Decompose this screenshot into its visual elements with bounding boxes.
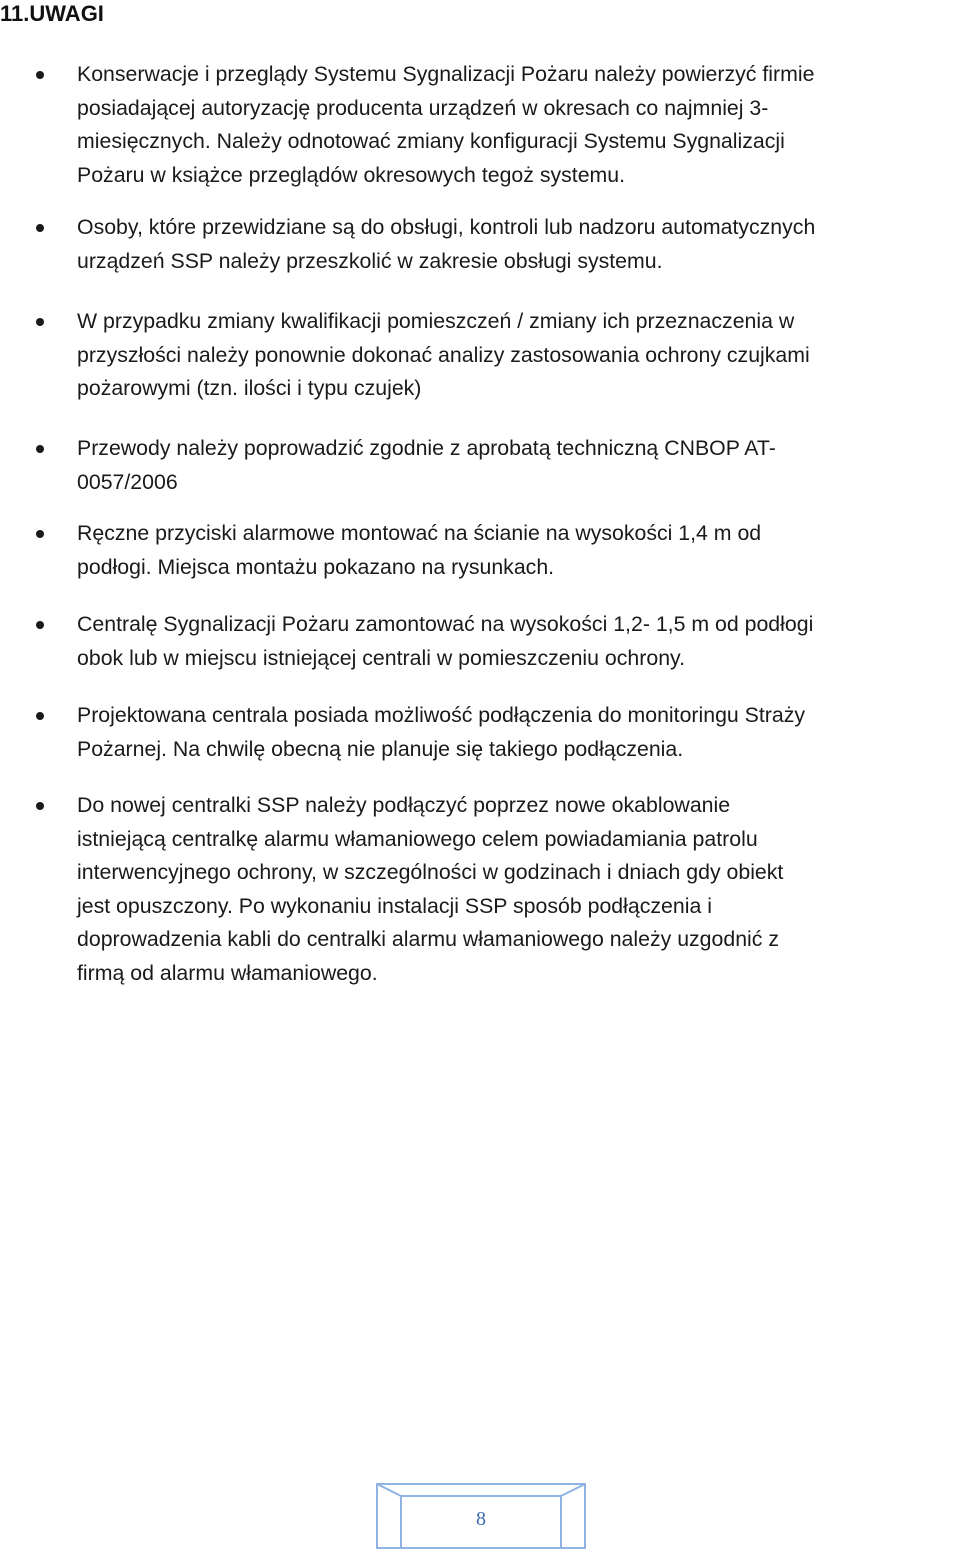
list-item-text [77, 432, 776, 499]
list-item-text [77, 58, 814, 192]
text-line: firmą od alarmu włamaniowego. [77, 960, 378, 985]
text-line: Pożaru w książce przeglądów okresowych tegoż systemu. [77, 162, 626, 187]
text-line: obok lub w miejscu istniejącej centrali w pomieszczeniu ochrony. [77, 645, 686, 670]
text-line: miesięcznych. Należy odnotować zmiany konfiguracji Systemu Sygnalizacji [77, 129, 785, 153]
list-item [0, 699, 960, 766]
text-line: Przewody należy poprowadzić zgodnie z aprobatą techniczną CNBOP AT- [77, 436, 776, 460]
list-item [0, 432, 960, 499]
list-item [0, 608, 960, 675]
list-item [0, 211, 960, 278]
text-line: istniejącą centralkę alarmu włamaniowego celem powiadamiania patrolu [77, 826, 758, 851]
list-item [0, 58, 960, 192]
list-item [0, 305, 960, 406]
text-line: Ręczne przyciski alarmowe montować na ścianie na wysokości 1,4 m od [77, 521, 762, 545]
text-line: podłogi. Miejsca montażu pokazano na rysunkach. [77, 554, 555, 579]
bullet-icon [36, 445, 44, 453]
section-heading: 11.UWAGI [0, 1, 104, 26]
text-line: urządzeń SSP należy przeszkolić w zakresie obsługi systemu. [77, 248, 663, 273]
page-number-box [375, 1482, 587, 1550]
list-item-text [77, 699, 805, 766]
bullet-icon [36, 224, 44, 232]
text-line: jest opuszczony. Po wykonaniu instalacji SSP sposób podłączenia i [77, 893, 712, 918]
bullet-icon [36, 318, 44, 326]
list-item-text [77, 789, 783, 990]
bullet-icon [36, 530, 44, 538]
list-item-text [77, 211, 815, 278]
text-line: pożarowymi (tzn. ilości i typu czujek) [77, 376, 422, 400]
text-line: Centralę Sygnalizacji Pożaru zamontować na wysokości 1,2- 1,5 m od podłogi [77, 612, 814, 636]
text-line: Projektowana centrala posiada możliwość podłączenia do monitoringu Straży [77, 703, 806, 727]
list-item-text [77, 608, 813, 675]
text-line: posiadającej autoryzację producenta urządzeń w okresach co najmniej 3- [77, 95, 769, 120]
bullet-icon [36, 712, 44, 720]
text-line: Konserwacje i przeglądy Systemu Sygnalizacji Pożaru należy powierzyć firmie [77, 62, 815, 86]
text-line: doprowadzenia kabli do centralki alarmu włamaniowego należy uzgodnić z [77, 927, 780, 951]
list-item-text [77, 305, 810, 406]
list-item [0, 517, 960, 584]
text-line: W przypadku zmiany kwalifikacji pomieszczeń / zmiany ich przeznaczenia w [77, 309, 795, 333]
text-line: Do nowej centralki SSP należy podłączyć poprzez nowe okablowanie [77, 793, 731, 817]
text-line: Pożarnej. Na chwilę obecną nie planuje się takiego podłączenia. [77, 736, 684, 761]
text-line: interwencyjnego ochrony, w szczególności w godzinach i dniach gdy obiekt [77, 860, 784, 884]
page-number: 8 [476, 1508, 486, 1530]
list-item [0, 789, 960, 990]
text-line: 0057/2006 [77, 469, 178, 494]
list-item-text [77, 517, 761, 584]
bullet-icon [36, 71, 44, 79]
text-line: Osoby, które przewidziane są do obsługi, kontroli lub nadzoru automatycznych [77, 215, 816, 239]
bullet-icon [36, 621, 44, 629]
text-line: przyszłości należy ponownie dokonać analizy zastosowania ochrony czujkami [77, 342, 810, 367]
bullet-icon [36, 802, 44, 810]
